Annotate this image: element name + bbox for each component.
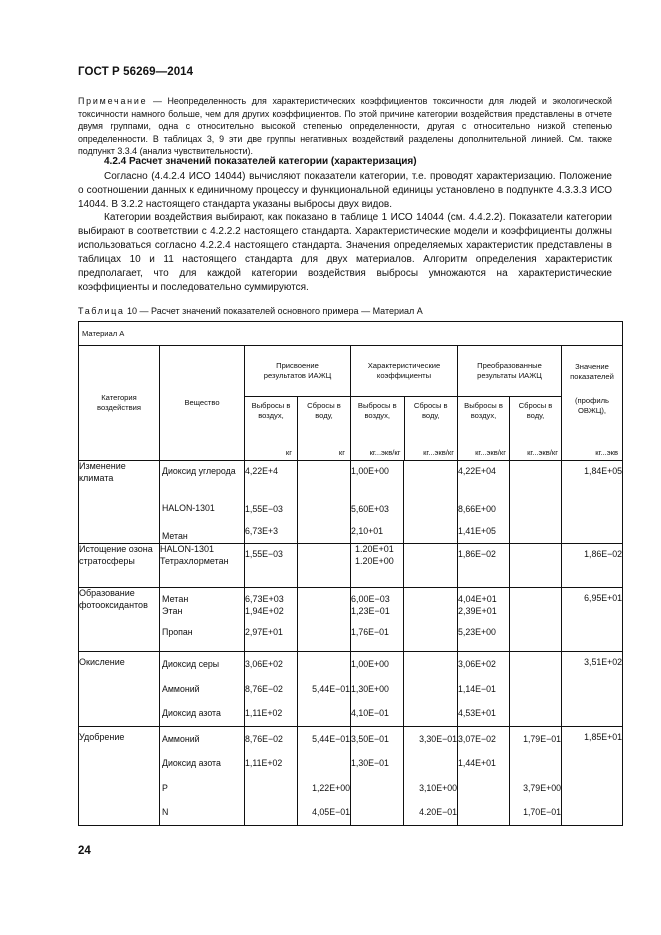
substance-group (160, 588, 244, 622)
total-cell: 1,85E+01 (562, 726, 623, 825)
assignment-air-unit: кг (285, 448, 292, 457)
assignment-water-label: Сбросы в воду, (307, 401, 341, 420)
coef-water-header (405, 397, 458, 460)
coef-air-value: 5,60E+03 (351, 504, 389, 514)
header-value-note: (профиль ОВЖЦ), (575, 396, 609, 415)
coef-water-cell (404, 544, 458, 588)
results-table (78, 321, 623, 826)
body-text-1: Согласно (4.4.2.4 ИСО 14044) вычисляют показатели категории, т.е. проводят характеризацию. Положение о соотношении данных к единичному процессу и функциональной единицы установлено в подпункте 4.3.3.3 ИСО 14044. В 3.2.2 настоящего стандарта указаны выбросы двух видов. (78, 171, 612, 210)
coef-water-label: Сбросы в воду, (413, 401, 448, 420)
res-air-cell: 1,86E−02 (458, 544, 510, 588)
note-lead: Примечание (78, 96, 148, 106)
res-air-value: 2,39E+01 (458, 605, 497, 616)
res-air-unit: кг...экв/кг (475, 448, 506, 457)
coef-water-value (404, 751, 457, 776)
total-cell: 3,51E+02 (562, 652, 623, 727)
material-label: Материал А (79, 322, 623, 346)
water-value: 4,05E−01 (312, 807, 350, 817)
res-air-cell (458, 588, 510, 652)
page-number: 24 (78, 845, 91, 857)
water-value (298, 751, 350, 776)
air-value: 2,97E+01 (245, 627, 283, 637)
coef-air-value: 2,10+01 (351, 526, 384, 536)
res-air-value: 4,53E+01 (458, 708, 496, 718)
air-value: 3,06E+02 (245, 659, 283, 669)
res-air-label: Выбросы в воздух, (464, 401, 503, 420)
group-coefficients-title: Характеристические коэффициенты (367, 361, 441, 380)
res-water-cell (510, 544, 562, 588)
res-air-header (458, 397, 510, 460)
res-water-value: 1,79E−01 (523, 733, 561, 744)
substance-item: HALON-1301 (162, 503, 215, 513)
group-assignment-title: Присвоение результатов ИАЖЦ (263, 361, 332, 380)
water-value: 5,44E−01 (312, 683, 350, 694)
coef-air-cell (351, 588, 404, 652)
category-cell: Изменение климата (79, 461, 160, 544)
coef-air-value: 1,00E+00 (351, 466, 389, 476)
water-cell (298, 652, 351, 727)
coef-air-label: Выбросы в воздух, (357, 401, 397, 420)
coef-air-value: 1,30E+00 (351, 683, 389, 694)
res-water-value: 1,70E−01 (523, 807, 561, 817)
res-water-unit: кг...экв/кг (527, 448, 558, 457)
res-air-value: 3,06E+02 (458, 659, 496, 669)
res-water-cell (510, 652, 562, 727)
coef-air-value: 1,76E−01 (351, 627, 389, 637)
total-cell: 6,95E+01 (562, 588, 623, 652)
header-substance: Вещество (160, 346, 245, 461)
category-cell: Удобрение (79, 726, 160, 825)
assignment-air-header (245, 397, 298, 460)
header-value (562, 346, 623, 461)
air-cell (245, 726, 298, 825)
substance-cell (160, 726, 245, 825)
coef-air-value: 1.20E+01 (355, 544, 394, 554)
substance-item: Аммоний (162, 683, 200, 694)
air-group (245, 588, 297, 622)
air-value: 4,22E+4 (245, 466, 279, 476)
assignment-water-header (298, 397, 350, 460)
substance-item: Диоксид серы (162, 659, 220, 669)
coef-water-value: 3,10E+00 (419, 782, 457, 793)
air-value: 6,73E+03 (245, 594, 284, 604)
res-air-value: 3,07E−02 (458, 733, 496, 744)
header-category: Категория воздействия (79, 346, 160, 461)
water-value: 5,44E−01 (312, 733, 350, 744)
substance-item: Аммоний (162, 733, 200, 744)
air-cell (245, 652, 298, 727)
water-cell (298, 461, 351, 544)
body-paragraph-2 (78, 211, 612, 295)
coef-water-value: 4.20E−01 (419, 807, 457, 817)
body-text-2: Категории воздействия выбирают, как показано в таблице 1 ИСО 14044 (см. 4.4.2.2). Показатели категории выбирают в соответствии с 4.2.2.2 настоящего стандарта. Характеристические модели и коэффициенты должны использоваться согласно 4.2.2.4 настоящего стандарта. Значения определяемых характеристик представлены в таблицах 10 и 11 настоящего стандарта для двух материалов. Алгоритм определения характеристик предполагает, что для каждой категории воздействия выбросы умножаются на характеристические коэффициенты и последовательно суммируются. (78, 212, 612, 293)
res-air-value: 4,22E+04 (458, 466, 496, 476)
coef-air-header (351, 397, 405, 460)
substance-item: Тетрахлорметан (160, 555, 229, 566)
res-water-value: 3,79E+00 (523, 782, 561, 793)
res-air-value: 1,14E−01 (458, 683, 496, 694)
substance-item: Этан (162, 605, 183, 616)
category-cell: Образование фотооксидантов (79, 588, 160, 652)
air-cell (245, 588, 298, 652)
coef-air-cell (351, 652, 404, 727)
coef-water-cell (404, 726, 458, 825)
air-value: 8,76E−02 (245, 733, 283, 744)
water-value: 1,22E+00 (312, 782, 350, 793)
substance-item: Диоксид углерода (162, 466, 236, 476)
category-cell: Истощение озона стратосферы (79, 544, 160, 588)
coef-air-value: 1.20E+00 (355, 555, 394, 566)
res-air-value: 1,41E+05 (458, 526, 496, 536)
water-cell (298, 588, 351, 652)
res-air-value: 5,23E+00 (458, 627, 496, 637)
total-cell: 1,86E−02 (562, 544, 623, 588)
table-caption-lead: Таблица (78, 306, 125, 316)
substance-item: Пропан (162, 627, 193, 637)
assignment-air-label: Выбросы в воздух, (251, 401, 291, 420)
coef-water-cell (404, 588, 458, 652)
table-caption (78, 306, 423, 316)
coef-air-cell (351, 544, 404, 588)
section-heading: 4.2.4 Расчет значений показателей категории (характеризация) (104, 156, 417, 167)
coef-water-cell (404, 461, 458, 544)
total-cell: 1,84E+05 (562, 461, 623, 544)
group-results-title: Преобразованные результаты ИАЖЦ (477, 361, 542, 380)
res-water-label: Сбросы в воду, (518, 401, 553, 420)
water-cell (298, 544, 351, 588)
coef-air-unit: кг...экв/кг (369, 448, 401, 457)
air-cell (245, 461, 298, 544)
coef-air-value: 1,30E−01 (351, 758, 389, 768)
substance-item: Метан (162, 531, 188, 541)
note-paragraph (78, 95, 612, 158)
substance-item: Метан (162, 594, 189, 604)
substance-item: Диоксид азота (162, 758, 221, 768)
air-value: 6,73E+3 (245, 526, 279, 536)
coef-water-unit: кг...экв/кг (423, 448, 454, 457)
header-group-coefficients (351, 346, 458, 461)
res-water-header (510, 397, 561, 460)
res-air-cell (458, 726, 510, 825)
table-caption-text: 10 — Расчет значений показателей основного примера — Материал А (124, 306, 423, 316)
coef-air-value: 1,00E+00 (351, 659, 389, 669)
water-value (298, 652, 350, 677)
res-water-cell (510, 726, 562, 825)
substance-item: P (162, 782, 168, 793)
res-air-value: 4,04E+01 (458, 594, 497, 604)
header-value-unit: кг...экв (595, 448, 619, 457)
air-value: 1,11E+02 (245, 708, 283, 718)
coef-air-value: 1,23E−01 (351, 605, 390, 616)
coef-air-cell (351, 461, 404, 544)
res-water-value (510, 751, 561, 776)
air-value: 1,55E−03 (245, 504, 283, 514)
substance-item: N (162, 807, 169, 817)
air-cell: 1,55E−03 (245, 544, 298, 588)
header-group-results (458, 346, 562, 461)
substance-cell (160, 588, 245, 652)
res-air-group (458, 588, 509, 622)
document-header: ГОСТ Р 56269—2014 (78, 66, 194, 78)
coef-air-value: 6,00E−03 (351, 594, 390, 604)
coef-air-cell (351, 726, 404, 825)
substance-cell (160, 544, 245, 588)
body-paragraph-1 (78, 170, 612, 212)
substance-cell (160, 461, 245, 544)
category-cell: Окисление (79, 652, 160, 727)
assignment-water-unit: кг (338, 448, 345, 457)
coef-water-value: 3,30E−01 (419, 733, 457, 744)
air-value: 1,11E+02 (245, 758, 283, 768)
substance-cell (160, 652, 245, 727)
air-value: 8,76E−02 (245, 683, 283, 694)
header-value-label: Значение показателей (570, 362, 614, 381)
substance-item: Диоксид азота (162, 708, 221, 718)
coef-air-value: 3,50E−01 (351, 733, 389, 744)
coef-air-group (351, 588, 403, 622)
res-air-cell (458, 652, 510, 727)
note-text: — Неопределенность для характеристических коэффициентов токсичности для людей и экологической токсичности намного больше, чем для других коэффициентов. По этой причине категории воздействия представлены в отчете двумя группами, одна с относительно высокой степенью определенности, другая с относительно низкой степенью определенности. В таблицах 3, 9 эти две группы негативных воздействий разделены дополнительной линией. См. также подпункт 3.3.4 (анализ чувствительности). (78, 96, 612, 156)
coef-air-value: 4,10E−01 (351, 708, 389, 718)
substance-item: HALON-1301 (160, 544, 215, 554)
res-water-cell (510, 588, 562, 652)
res-water-cell (510, 461, 562, 544)
header-group-assignment (245, 346, 351, 461)
res-air-cell (458, 461, 510, 544)
air-value: 1,94E+02 (245, 605, 284, 616)
coef-water-cell (404, 652, 458, 727)
water-cell (298, 726, 351, 825)
res-air-value: 1,44E+01 (458, 758, 496, 768)
res-air-value: 8,66E+00 (458, 504, 496, 514)
